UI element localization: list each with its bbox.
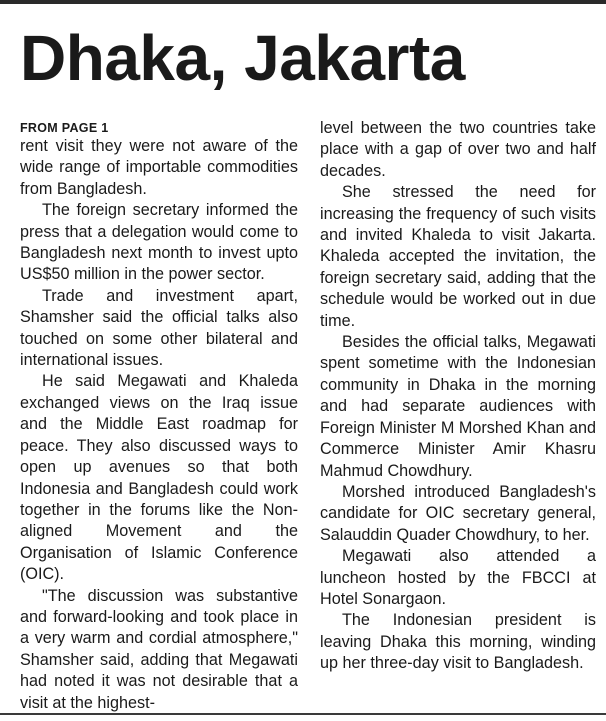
continuation-kicker: FROM PAGE 1 — [20, 121, 109, 135]
paragraph: rent visit they were not aware of the wide range of importable commodities from Bangladesh. — [20, 137, 298, 198]
paragraph: Megawati also attended a luncheon hosted by the FBCCI at Hotel Sonargaon. — [320, 547, 596, 608]
paragraph: The Indonesian president is leaving Dhaka this morning, winding up her three-day visit to Bangladesh. — [320, 611, 596, 673]
article-column-left — [20, 118, 298, 714]
bottom-rule — [0, 713, 606, 715]
headline: Dhaka, Jakarta — [20, 22, 465, 94]
paragraph: Morshed introduced Bangladesh's candidate for OIC secretary general, Salauddin Quader Chowdhury, to her. — [320, 482, 596, 544]
article-column-right — [320, 118, 596, 675]
paragraph: The foreign secretary informed the press that a delegation would come to Bangladesh next month to invest upto US$50 million in the power sector. — [20, 201, 298, 284]
paragraph: Trade and investment apart, Shamsher said the official talks also touched on some other bilateral and international issues. — [20, 286, 298, 370]
paragraph: He said Megawati and Khaleda exchanged views on the Iraq issue and the Middle East roadmap for peace. They also discussed ways to open up avenues so that both Indonesia and Bangladesh could work together in the forums like the Non-aligned Movement and the Organisation of Islamic Conference (OIC). — [20, 372, 298, 584]
paragraph: She stressed the need for increasing the frequency of such visits and invited Khaleda to visit Jakarta. Khaleda accepted the invitation, the foreign secretary said, adding that the schedule would be worked out in due time. — [320, 183, 596, 330]
paragraph: "The discussion was substantive and forward-looking and took place in a very warm and cordial atmosphere," Shamsher said, adding that Megawati had noted it was not desirable that a visit at the highest- — [20, 586, 298, 712]
paragraph: Besides the official talks, Megawati spent sometime with the Indonesian community in Dhaka in the morning and had separate audiences with Foreign Minister M Morshed Khan and Commerce Minister Amir Khasru Mahmud Chowdhury. — [320, 333, 596, 480]
paragraph: level between the two countries take place with a gap of over two and half decades. — [320, 119, 596, 180]
top-border-rule — [0, 0, 606, 4]
